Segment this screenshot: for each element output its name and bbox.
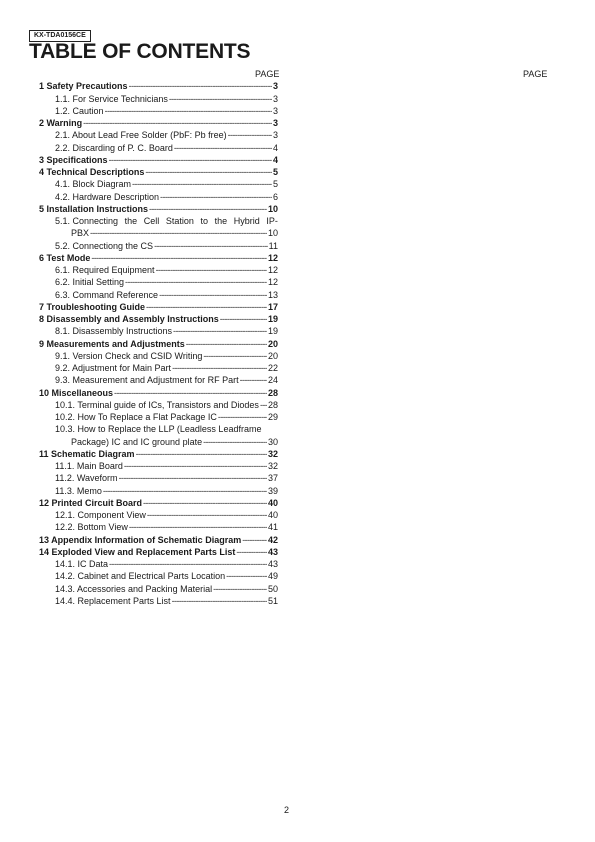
- toc-page-number: 50: [267, 583, 278, 594]
- toc-entry-title: 1.1. For Service Technicians: [55, 93, 168, 104]
- toc-entry-word: Cell: [143, 216, 160, 226]
- toc-section-entry[interactable]: [39, 154, 278, 166]
- toc-subsection-entry[interactable]: [39, 570, 278, 582]
- toc-page-number: 41: [267, 522, 278, 533]
- toc-page-number: 37: [267, 473, 278, 484]
- toc-subsection-entry[interactable]: [39, 325, 278, 337]
- toc-entry-title: 4 Technical Descriptions: [39, 167, 145, 177]
- toc-page-number: 10: [267, 203, 278, 214]
- toc-entry-title: 2.1. About Lead Free Solder (PbF: Pb free): [55, 130, 227, 141]
- toc-entry-title: 10.2. How To Replace a Flat Package IC: [55, 412, 217, 422]
- toc-dot-leader: [242, 534, 267, 546]
- toc-entry-word: 5.1. Connecting: [55, 216, 119, 226]
- toc-dot-leader: [91, 252, 267, 264]
- page-column-label-left: PAGE: [255, 69, 280, 79]
- toc-section-entry[interactable]: [39, 533, 278, 545]
- toc-dot-leader: [103, 485, 267, 497]
- toc-subsection-entry[interactable]: [39, 105, 278, 117]
- toc-entry-title: 6.2. Initial Setting: [55, 277, 125, 288]
- toc-page-number: 3: [272, 93, 278, 104]
- toc-entry-title: 6.1. Required Equipment: [55, 265, 155, 275]
- toc-entry-word: Station: [165, 216, 194, 226]
- toc-dot-leader: [236, 546, 267, 558]
- toc-section-entry[interactable]: [39, 546, 278, 558]
- toc-page-number: 40: [267, 497, 278, 508]
- toc-dot-leader: [220, 313, 267, 325]
- toc-subsection-entry[interactable]: [39, 129, 278, 141]
- toc-page-number: 39: [267, 485, 278, 496]
- toc-dot-leader: [173, 325, 267, 337]
- toc-page-number: 12: [267, 252, 278, 263]
- toc-subsection-entry[interactable]: [39, 141, 278, 153]
- toc-entry-title: 8 Disassembly and Assembly Instructions: [39, 314, 219, 324]
- table-of-contents: [39, 80, 278, 607]
- toc-dot-leader: [203, 350, 267, 362]
- toc-dot-leader: [136, 448, 267, 460]
- toc-dot-leader: [160, 191, 272, 203]
- toc-subsection-entry[interactable]: [39, 350, 278, 362]
- toc-section-entry[interactable]: [39, 166, 278, 178]
- toc-dot-leader: [129, 521, 267, 533]
- toc-dot-leader: [260, 399, 267, 411]
- toc-dot-leader: [143, 497, 267, 509]
- toc-dot-leader: [109, 154, 272, 166]
- toc-page-number: 30: [267, 436, 278, 447]
- toc-section-entry[interactable]: [39, 252, 278, 264]
- page-number: 2: [284, 805, 290, 815]
- toc-entry-title: 5 Installation Instructions: [39, 203, 149, 214]
- toc-entry-title: 10.3. How to Replace the LLP (Leadless Leadframe: [55, 424, 262, 435]
- toc-dot-leader: [90, 227, 267, 239]
- toc-subsection-entry[interactable]: [39, 92, 278, 104]
- toc-page-number: 28: [267, 399, 278, 410]
- toc-subsection-entry[interactable]: [39, 276, 278, 288]
- toc-subsection-entry[interactable]: [39, 435, 278, 447]
- toc-entry-title: 9.2. Adjustment for Main Part: [55, 363, 172, 373]
- toc-page-number: 6: [272, 191, 278, 202]
- toc-dot-leader: [172, 595, 267, 607]
- toc-dot-leader: [174, 142, 272, 154]
- toc-dot-leader: [226, 570, 267, 582]
- toc-subsection-entry[interactable]: [39, 178, 278, 190]
- toc-subsection-entry[interactable]: [39, 374, 278, 386]
- toc-subsection-entry[interactable]: [39, 484, 278, 496]
- toc-page-number: 13: [267, 289, 278, 300]
- toc-dot-leader: [147, 509, 267, 521]
- toc-subsection-entry[interactable]: [39, 239, 278, 251]
- toc-page-number: 19: [267, 326, 278, 337]
- toc-dot-leader: [124, 460, 267, 472]
- toc-subsection-entry[interactable]: [39, 190, 278, 202]
- toc-subsection-entry[interactable]: [39, 521, 278, 533]
- toc-subsection-entry[interactable]: [39, 509, 278, 521]
- toc-entry-title: 4.1. Block Diagram: [55, 179, 132, 190]
- toc-page-number: 4: [272, 154, 278, 165]
- toc-page-number: 22: [267, 363, 278, 373]
- toc-entry-title: 4.2. Hardware Description: [55, 191, 160, 202]
- toc-subsection-entry[interactable]: [39, 472, 278, 484]
- toc-entry-title: 3 Specifications: [39, 154, 108, 165]
- toc-entry-title: 1.2. Caution: [55, 105, 104, 116]
- toc-dot-leader: [159, 289, 267, 301]
- toc-subsection-entry[interactable]: [39, 215, 278, 227]
- toc-entry-title: 8.1. Disassembly Instructions: [55, 326, 173, 337]
- toc-subsection-entry[interactable]: [39, 423, 278, 435]
- toc-subsection-entry[interactable]: [39, 227, 278, 239]
- toc-dot-leader: [240, 374, 267, 386]
- toc-page-number: 3: [272, 130, 278, 141]
- toc-dot-leader: [129, 80, 272, 92]
- toc-section-entry[interactable]: [39, 386, 278, 398]
- toc-entry-title: 5.2. Connectiong the CS: [55, 240, 154, 251]
- toc-section-entry[interactable]: [39, 497, 278, 509]
- toc-dot-leader: [186, 338, 267, 350]
- toc-entry-title: 1 Safety Precautions: [39, 81, 128, 92]
- toc-page-number: 17: [267, 301, 278, 312]
- toc-page-number: 28: [267, 387, 278, 398]
- toc-entry-title: 6 Test Mode: [39, 252, 91, 263]
- toc-entry-title: 12.1. Component View: [55, 510, 146, 520]
- toc-page-number: 43: [267, 559, 278, 569]
- toc-dot-leader: [156, 264, 267, 276]
- toc-entry-title: 12 Printed Circuit Board: [39, 497, 143, 508]
- toc-entry-word: to: [200, 216, 209, 226]
- toc-subsection-entry[interactable]: [39, 362, 278, 374]
- toc-entry-title: 2.2. Discarding of P. C. Board: [55, 142, 173, 153]
- toc-entry-title: 9.1. Version Check and CSID Writing: [55, 350, 203, 361]
- toc-page-number: 20: [267, 338, 278, 349]
- toc-subsection-entry[interactable]: [39, 288, 278, 300]
- toc-page-number: 42: [267, 534, 278, 545]
- toc-subsection-entry[interactable]: [39, 411, 278, 423]
- toc-page-number: 29: [267, 412, 278, 422]
- toc-dot-leader: [109, 558, 267, 570]
- toc-subsection-entry[interactable]: [39, 264, 278, 276]
- toc-dot-leader: [169, 93, 272, 105]
- toc-subsection-entry[interactable]: [39, 595, 278, 607]
- toc-page-number: 24: [267, 375, 278, 386]
- toc-dot-leader: [146, 301, 267, 313]
- toc-dot-leader: [132, 178, 272, 190]
- toc-entry-title: 6.3. Command Reference: [55, 289, 159, 300]
- toc-entry-title: 9 Measurements and Adjustments: [39, 338, 185, 349]
- toc-page-number: 3: [272, 118, 278, 128]
- page-title: TABLE OF CONTENTS: [29, 40, 251, 63]
- toc-page-number: 32: [267, 448, 278, 459]
- toc-entry-title: 11.2. Waveform: [55, 473, 118, 484]
- toc-entry-word: IP-: [266, 216, 278, 226]
- toc-section-entry[interactable]: [39, 337, 278, 349]
- toc-subsection-entry[interactable]: [39, 582, 278, 594]
- toc-page-number: 4: [272, 142, 278, 153]
- toc-entry-title: 14.1. IC Data: [55, 559, 109, 569]
- toc-page-number: 49: [267, 571, 278, 582]
- toc-page-number: 20: [267, 350, 278, 361]
- toc-page-number: 3: [272, 105, 278, 116]
- toc-page-number: 5: [272, 167, 278, 177]
- toc-dot-leader: [83, 117, 272, 129]
- toc-entry-title: 13 Appendix Information of Schematic Diagram: [39, 534, 242, 545]
- toc-page-number: 12: [267, 277, 278, 288]
- toc-entry-word: Hybrid: [233, 216, 260, 226]
- toc-dot-leader: [119, 472, 267, 484]
- toc-dot-leader: [154, 240, 268, 252]
- toc-page-number: 40: [267, 510, 278, 520]
- toc-entry-title: 11.1. Main Board: [55, 461, 123, 471]
- toc-subsection-entry[interactable]: [39, 460, 278, 472]
- toc-page-number: 10: [267, 228, 278, 239]
- toc-page-number: 19: [267, 314, 278, 324]
- toc-entry-title: PBX: [71, 228, 90, 239]
- toc-section-entry[interactable]: [39, 203, 278, 215]
- toc-dot-leader: [218, 411, 267, 423]
- toc-section-entry[interactable]: [39, 80, 278, 92]
- toc-entry-title: Package) IC and IC ground plate: [71, 436, 203, 447]
- toc-entry-title: 2 Warning: [39, 118, 83, 128]
- page-column-label-right: PAGE: [523, 69, 548, 79]
- toc-dot-leader: [145, 166, 272, 178]
- toc-entry-title: 14.2. Cabinet and Electrical Parts Location: [55, 571, 226, 582]
- toc-dot-leader: [213, 583, 267, 595]
- toc-page-number: 11: [268, 240, 278, 251]
- toc-dot-leader: [105, 105, 272, 117]
- toc-entry-title: 14 Exploded View and Replacement Parts List: [39, 546, 236, 557]
- toc-section-entry[interactable]: [39, 117, 278, 129]
- toc-page-number: 12: [267, 265, 278, 275]
- toc-entry-title: 11 Schematic Diagram: [39, 448, 135, 459]
- toc-entry-word: the: [124, 216, 138, 226]
- model-number-box: KX-TDA0156CE: [29, 30, 91, 42]
- toc-page-number: 5: [272, 179, 278, 190]
- toc-section-entry[interactable]: [39, 448, 278, 460]
- toc-dot-leader: [125, 276, 267, 288]
- toc-dot-leader: [114, 387, 267, 399]
- toc-entry-title: 7 Troubleshooting Guide: [39, 301, 146, 312]
- toc-entry-word: the: [214, 216, 228, 226]
- toc-page-number: 43: [267, 546, 278, 557]
- toc-page-number: 32: [267, 461, 278, 471]
- toc-entry-title: 10 Miscellaneous: [39, 387, 114, 398]
- toc-entry-title: 9.3. Measurement and Adjustment for RF Part: [55, 375, 239, 386]
- toc-dot-leader: [172, 362, 267, 374]
- toc-page-number: 3: [272, 81, 278, 92]
- toc-entry-title: 11.3. Memo: [55, 485, 102, 496]
- toc-subsection-entry[interactable]: [39, 558, 278, 570]
- toc-dot-leader: [149, 203, 267, 215]
- toc-dot-leader: [203, 436, 267, 448]
- toc-entry-title: 14.4. Replacement Parts List: [55, 595, 171, 606]
- toc-entry-title: 10.1. Terminal guide of ICs, Transistors and Diodes: [55, 399, 259, 410]
- toc-page-number: 51: [267, 595, 278, 606]
- toc-subsection-entry[interactable]: [39, 399, 278, 411]
- toc-dot-leader: [228, 129, 272, 141]
- toc-section-entry[interactable]: [39, 301, 278, 313]
- toc-entry-title: 14.3. Accessories and Packing Material: [55, 583, 213, 594]
- toc-section-entry[interactable]: [39, 313, 278, 325]
- toc-entry-title: 12.2. Bottom View: [55, 522, 128, 533]
